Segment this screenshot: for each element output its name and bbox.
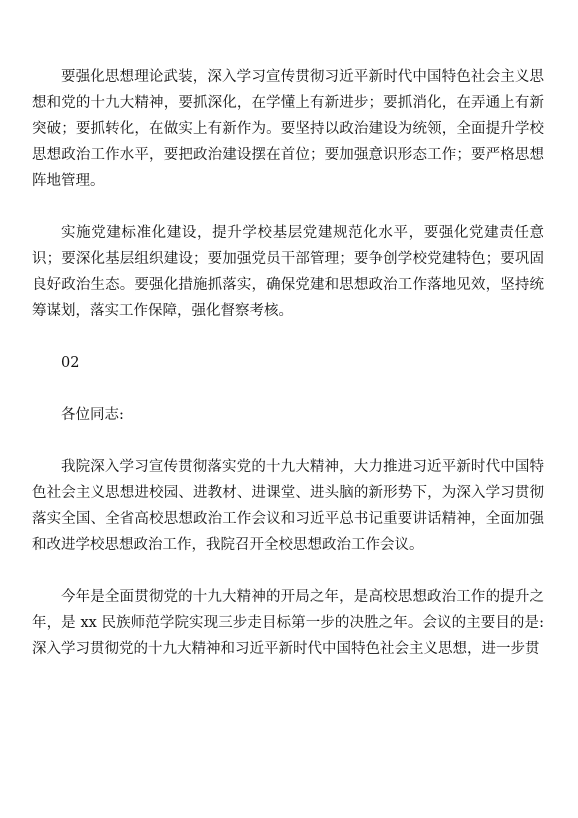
paragraph-2: 实施党建标准化建设，提升学校基层党建规范化水平，要强化党建责任意识；要深化基层组织建设；要加强党员干部管理；要争创学校党建特色；要巩固良好政治生态。要强化措施抓落实，确保党建和思想政治工作落地见效，坚持统筹谋划，落实工作保障，强化督察考核。 <box>32 225 544 319</box>
paragraph-gap <box>32 428 544 454</box>
paragraph-gap <box>32 376 544 402</box>
salutation: 各位同志: <box>61 407 124 423</box>
section-number: 02 <box>61 355 80 371</box>
paragraph-3: 我院深入学习宣传贯彻落实党的十九大精神，大力推进习近平新时代中国特色社会主义思想进校园、进教材、进课堂、进头脑的新形势下，为深入学习贯彻落实全国、全省高校思想政治工作会议和习近平总书记重要讲话精神，全面加强和改进学校思想政治工作，我院召开全校思想政治工作会议。 <box>32 459 544 553</box>
paragraph-4: 今年是全面贯彻党的十九大精神的开局之年，是高校思想政治工作的提升之年，是 xx 民族师范学院实现三步走目标第一步的决胜之年。会议的主要目的是:深入学习贯彻党的十九大精神和习近平新时代中国特色社会主义思想，进一步贯 <box>32 589 544 657</box>
paragraph-gap <box>32 558 544 584</box>
paragraph-gap <box>32 324 544 350</box>
paragraph-1: 要强化思想理论武装，深入学习宣传贯彻习近平新时代中国特色社会主义思想和党的十九大精神，要抓深化，在学懂上有新进步；要抓消化，在弄通上有新突破；要抓转化，在做实上有新作为。要坚持以政治建设为统领，全面提升学校思想政治工作水平，要把政治建设摆在首位；要加强意识形态工作；要严格思想阵地管理。 <box>32 69 544 189</box>
paragraph-gap <box>32 194 544 220</box>
